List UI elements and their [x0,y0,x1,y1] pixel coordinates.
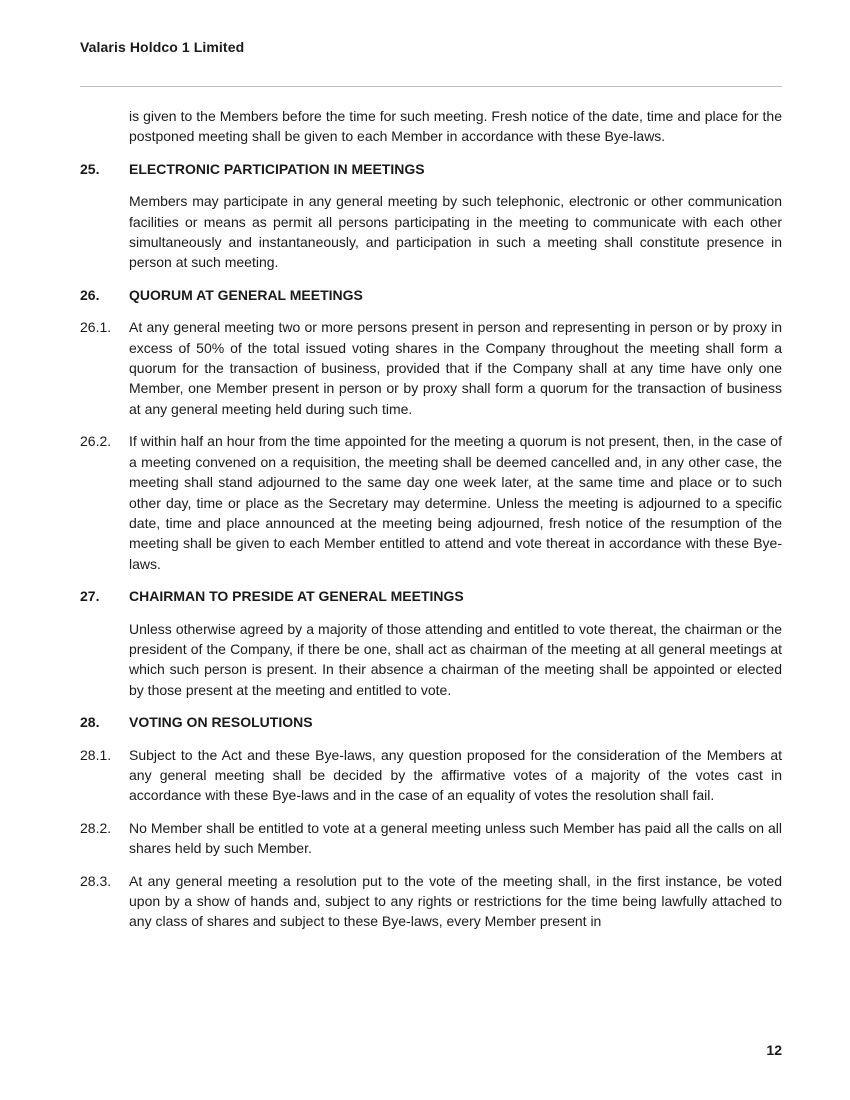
clause-26-1 [80,317,782,419]
section-25-heading [80,159,782,179]
section-26-heading [80,285,782,305]
clause-number: 26.1. [80,319,112,336]
section-title: VOTING ON RESOLUTIONS [129,714,313,731]
section-27-body: Unless otherwise agreed by a majority of those attending and entitled to vote thereat, the chairman or the president of the Company, if there be one, shall act as chairman of the meeting at all general meetings at which such person is present. In their absence a chairman of the meeting shall be appointed or elected by those present at the meeting and entitled to vote. [129,620,782,698]
section-number: 25. [80,160,100,177]
clause-28-2 [80,818,782,859]
header-divider [80,86,782,87]
clause-28-3 [80,871,782,932]
clause-text: No Member shall be entitled to vote at a general meeting unless such Member has paid all the calls on all shares held by such Member. [129,819,782,857]
section-title: CHAIRMAN TO PRESIDE AT GENERAL MEETINGS [129,588,464,605]
section-25-body: Members may participate in any general meeting by such telephonic, electronic or other communication facilities or means as permit all persons participating in the meeting to communicate with each other simultaneously and instantaneously, and participation in such a meeting shall constitute presence in person at such meeting. [129,193,782,271]
clause-text: At any general meeting a resolution put to the vote of the meeting shall, in the first instance, be voted upon by a show of hands and, subject to any rights or restrictions for the time being lawfully attached to any class of shares and subject to these Bye-laws, every Member present in [129,872,782,930]
clause-26-2 [80,431,782,574]
document-body [80,106,782,944]
clause-number: 28.3. [80,872,112,889]
clause-text: Subject to the Act and these Bye-laws, any question proposed for the consideration of the Members at any general meeting shall be decided by the affirmative votes of a majority of the votes cast in accordance with these Bye-laws and in the case of an equality of votes the resolution shall fail. [129,746,782,804]
section-number: 28. [80,714,100,731]
section-title: QUORUM AT GENERAL MEETINGS [129,286,363,303]
section-number: 26. [80,286,100,303]
clause-28-1 [80,745,782,806]
clause-number: 28.1. [80,746,112,763]
company-header: Valaris Holdco 1 Limited [80,39,245,55]
section-title: ELECTRONIC PARTICIPATION IN MEETINGS [129,160,425,177]
page-number: 12 [766,1042,782,1058]
clause-text: At any general meeting two or more persons present in person and representing in person or by proxy in excess of 50% of the total issued voting shares in the Company throughout the meeting shall form a quorum for the transaction of business, provided that if the Company shall at any time have only one Member, one Member present in person or by proxy shall form a quorum for the transaction of business at any general meeting held during such time. [129,319,782,417]
clause-number: 26.2. [80,433,112,450]
section-28-heading [80,712,782,732]
intro-paragraph: is given to the Members before the time for such meeting. Fresh notice of the date, time and place for the postponed meeting shall be given to each Member in accordance with these Bye-laws. [129,108,782,145]
clause-number: 28.2. [80,819,112,836]
clause-text: If within half an hour from the time appointed for the meeting a quorum is not present, then, in the case of a meeting convened on a requisition, the meeting shall be deemed cancelled and, in any other case, the meeting shall stand adjourned to the same day one week later, at the same time and place or to such other day, time or place as the Secretary may determine. Unless the meeting is adjourned to a specific date, time and place announced at the meeting being adjourned, fresh notice of the resumption of the meeting shall be given to each Member entitled to attend and vote thereat in accordance with these Bye-laws. [129,433,782,572]
section-27-heading [80,586,782,606]
section-number: 27. [80,588,100,605]
